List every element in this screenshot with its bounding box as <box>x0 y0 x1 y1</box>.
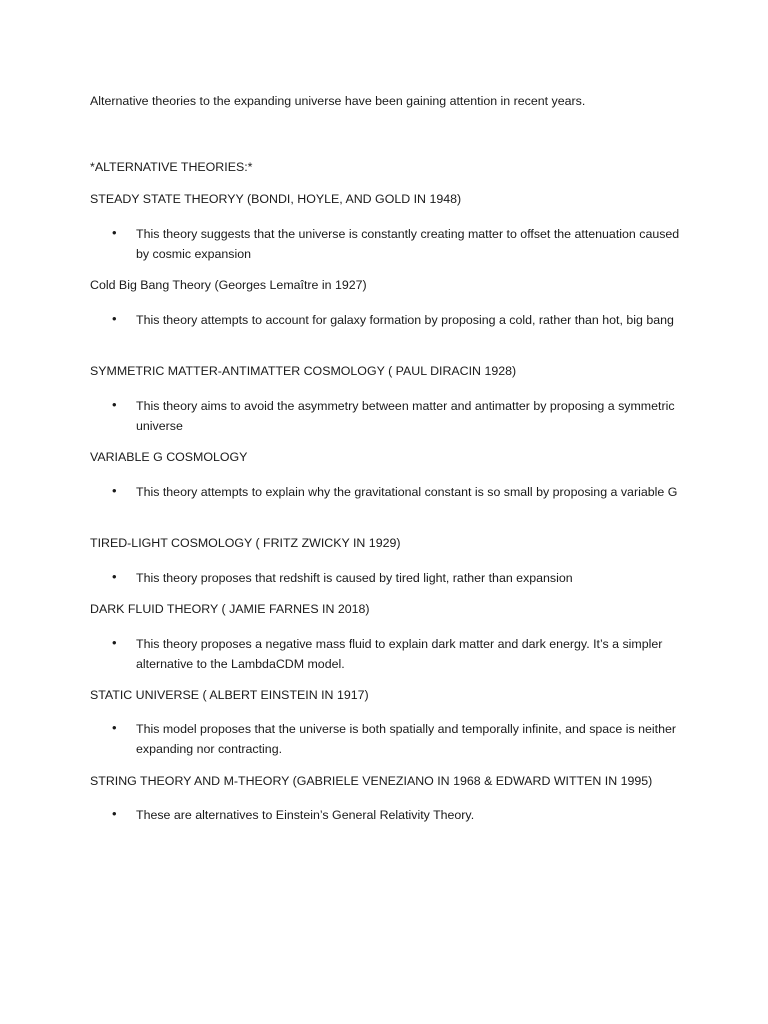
theory-description: This theory attempts to account for galaxy formation by proposing a cold, rather than hot, big bang <box>136 313 674 327</box>
bullet-dot-icon: • <box>112 806 117 821</box>
theory-description: This theory attempts to explain why the gravitational constant is so small by proposing a variable G <box>136 485 678 499</box>
theory-title: VARIABLE G COSMOLOGY <box>90 450 248 464</box>
theory-description: This theory proposes a negative mass fluid to explain dark matter and dark energy. It’s a simpler alternative to the LambdaCDM model. <box>136 637 663 671</box>
section-heading: *ALTERNATIVE THEORIES:* <box>90 160 253 174</box>
theory-description: This model proposes that the universe is both spatially and temporally infinite, and space is neither expanding nor contracting. <box>136 722 676 756</box>
theory-description: This theory proposes that redshift is caused by tired light, rather than expansion <box>136 571 573 585</box>
bullet-dot-icon: • <box>112 483 117 498</box>
bullet-dot-icon: • <box>112 397 117 412</box>
theory-title: STEADY STATE THEORYY (BONDI, HOYLE, AND GOLD IN 1948) <box>90 192 462 206</box>
bullet-dot-icon: • <box>112 311 117 326</box>
theory-title: Cold Big Bang Theory (Georges Lemaître in 1927) <box>90 278 367 292</box>
theory-description: This theory aims to avoid the asymmetry between matter and antimatter by proposing a symmetric universe <box>136 399 675 433</box>
theory-description: These are alternatives to Einstein’s General Relativity Theory. <box>136 808 475 822</box>
bullet-dot-icon: • <box>112 569 117 584</box>
theory-description: This theory suggests that the universe is constantly creating matter to offset the attenuation caused by cosmic expansion <box>136 227 680 261</box>
bullet-dot-icon: • <box>112 635 117 650</box>
theory-title: STRING THEORY AND M-THEORY (GABRIELE VENEZIANO IN 1968 & EDWARD WITTEN IN 1995) <box>90 774 653 788</box>
intro-paragraph: Alternative theories to the expanding universe have been gaining attention in recent years. <box>90 94 586 108</box>
bullet-dot-icon: • <box>112 720 117 735</box>
bullet-dot-icon: • <box>112 225 117 240</box>
theory-title: STATIC UNIVERSE ( ALBERT EINSTEIN IN 1917) <box>90 688 369 702</box>
theory-title: DARK FLUID THEORY ( JAMIE FARNES IN 2018) <box>90 602 370 616</box>
theory-title: TIRED-LIGHT COSMOLOGY ( FRITZ ZWICKY IN 1929) <box>90 536 401 550</box>
theory-title: SYMMETRIC MATTER-ANTIMATTER COSMOLOGY ( PAUL DIRACIN 1928) <box>90 364 517 378</box>
